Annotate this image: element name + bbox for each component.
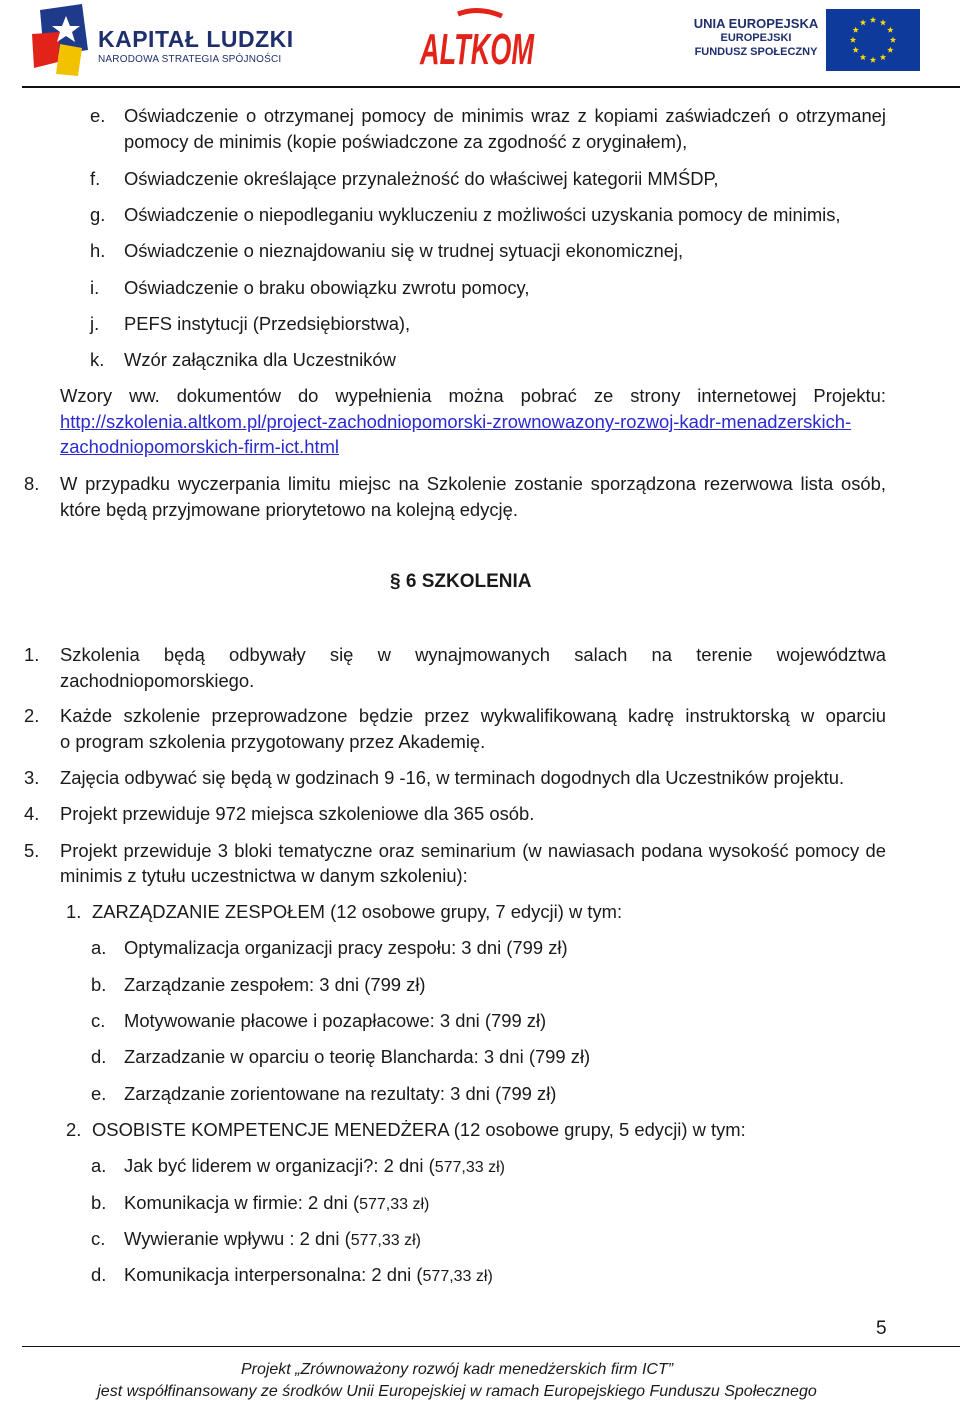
block-marker: 1.	[66, 901, 82, 922]
page-number: 5	[876, 1318, 887, 1339]
sub-marker: b.	[91, 974, 107, 995]
item-text: Wywieranie wpływu : 2 dni (	[124, 1228, 351, 1249]
point8-line2: które będą przyjmowane priorytetowo na kolejną edycję.	[60, 499, 518, 520]
block-2-item-c	[124, 1226, 421, 1254]
block-1-item-c: Motywowanie płacowe i pozapłacowe: 3 dni (799 zł)	[124, 1010, 547, 1031]
section-item-4: Projekt przewiduje 972 miejsca szkoleniowe dla 365 osób.	[60, 803, 535, 824]
footer-divider	[22, 1346, 960, 1347]
item-text: Komunikacja w firmie: 2 dni (	[124, 1192, 360, 1213]
footer-line-2: jest współfinansowany ze środków Unii Europejskiej w ramach Europejskiego Funduszu Społecznego	[97, 1383, 817, 1400]
point-marker: 8.	[24, 473, 40, 494]
list-marker: f.	[90, 168, 101, 189]
eu-title: UNIA EUROPEJSKA	[693, 16, 819, 31]
section-item-3: Zajęcia odbywać się będą w godzinach 9 -16, w terminach dogodnych dla Uczestników projektu.	[60, 767, 845, 788]
list-item-i: Oświadczenie o braku obowiązku zwrotu pomocy,	[124, 277, 530, 298]
item-amount: 577,33 zł)	[359, 1196, 430, 1213]
block-2-item-b	[124, 1190, 429, 1218]
altkom-logo-icon	[418, 8, 536, 74]
list-marker: k.	[90, 349, 105, 370]
block-1-item-a: Optymalizacja organizacji pracy zespołu: 3 dni (799 zł)	[124, 937, 568, 958]
section-item-1-line1: Szkolenia będą odbywały się w wynajmowanych salach na terenie województwa	[60, 644, 886, 665]
sub-marker: c.	[91, 1010, 106, 1031]
list-marker: i.	[90, 277, 100, 298]
templates-note: Wzory ww. dokumentów do wypełnienia można pobrać ze strony internetowej Projektu:	[60, 385, 886, 406]
point-marker: 5.	[24, 840, 40, 861]
list-item-g: Oświadczenie o niepodleganiu wykluczeniu z możliwości uzyskania pomocy de minimis,	[124, 204, 841, 225]
block-2-title: OSOBISTE KOMPETENCJE MENEDŻERA (12 osobowe grupy, 5 edycji) w tym:	[92, 1119, 746, 1140]
point-marker: 3.	[24, 767, 40, 788]
list-marker: h.	[90, 240, 106, 261]
list-item-k: Wzór załącznika dla Uczestników	[124, 349, 396, 370]
section-heading: § 6 SZKOLENIA	[390, 571, 532, 592]
block-1-item-b: Zarządzanie zespołem: 3 dni (799 zł)	[124, 974, 426, 995]
point8-line1: W przypadku wyczerpania limitu miejsc na Szkolenie zostanie sporządzona rezerwowa lista osób,	[60, 473, 886, 494]
item-text: Jak być liderem w organizacji?: 2 dni (	[124, 1155, 435, 1176]
block-marker: 2.	[66, 1119, 82, 1140]
list-marker: g.	[90, 204, 106, 225]
templates-link-line1[interactable]: http://szkolenia.altkom.pl/project-zachodniopomorski-zrownowazony-rozwoj-kadr-menadzerskich-	[60, 411, 852, 432]
item-amount: 577,33 zł)	[434, 1159, 505, 1176]
header-divider	[22, 86, 960, 88]
point-marker: 4.	[24, 803, 40, 824]
section-item-2-line1: Każde szkolenie przeprowadzone będzie przez wykwalifikowaną kadrę instruktorską w oparciu	[60, 705, 886, 726]
sub-marker: a.	[91, 937, 107, 958]
kapital-ludzki-logo-icon	[30, 4, 94, 80]
point-marker: 2.	[24, 705, 40, 726]
eu-subtitle-1: EUROPEJSKI	[720, 32, 792, 44]
kl-subtitle: NARODOWA STRATEGIA SPÓJNOŚCI	[98, 54, 282, 65]
list-item-e-line2: pomocy de minimis (kopie poświadczone za zgodność z oryginałem),	[124, 131, 688, 152]
block-1-item-d: Zarzadzanie w oparciu o teorię Blancharda: 3 dni (799 zł)	[124, 1046, 591, 1067]
section-item-2-line2: o program szkolenia przygotowany przez Akademię.	[60, 731, 486, 752]
templates-link-line2[interactable]: zachodniopomorskich-firm-ict.html	[60, 436, 340, 457]
section-item-5-line2: minimis z tytułu uczestnictwa w danym szkoleniu):	[60, 865, 468, 886]
eu-subtitle-2: FUNDUSZ SPOŁECZNY	[694, 46, 818, 58]
kapital-ludzki-text	[98, 26, 294, 65]
list-item-h: Oświadczenie o nieznajdowaniu się w trudnej sytuacji ekonomicznej,	[124, 240, 684, 261]
block-1-title: ZARZĄDZANIE ZESPOŁEM (12 osobowe grupy, 7 edycji) w tym:	[92, 901, 623, 922]
list-marker: j.	[90, 313, 100, 334]
list-item-e-line1: Oświadczenie o otrzymanej pomocy de minimis wraz z kopiami zaświadczeń o otrzymanej	[124, 105, 886, 126]
footer-line-1: Projekt „Zrównoważony rozwój kadr menedżerskich firm ICT”	[240, 1361, 674, 1378]
eu-text	[690, 16, 822, 59]
block-1-item-e: Zarządzanie zorientowane na rezultaty: 3 dni (799 zł)	[124, 1083, 557, 1104]
point-marker: 1.	[24, 644, 40, 665]
section-item-5-line1: Projekt przewiduje 3 bloki tematyczne oraz seminarium (w nawiasach podana wysokość pomocy de	[60, 840, 886, 861]
sub-marker: d.	[91, 1264, 107, 1285]
sub-marker: e.	[91, 1083, 107, 1104]
block-2-item-d	[124, 1262, 493, 1290]
altkom-logo-text: ALTKOM	[419, 25, 535, 74]
list-marker: e.	[90, 105, 106, 126]
section-item-1-line2: zachodniopomorskiego.	[60, 670, 255, 691]
list-item-j: PEFS instytucji (Przedsiębiorstwa),	[124, 313, 411, 334]
item-text: Komunikacja interpersonalna: 2 dni (	[124, 1264, 423, 1285]
page-header	[0, 0, 960, 88]
sub-marker: b.	[91, 1192, 107, 1213]
block-2-item-a	[124, 1153, 505, 1181]
eu-flag-icon	[826, 9, 920, 71]
sub-marker: d.	[91, 1046, 107, 1067]
sub-marker: c.	[91, 1228, 106, 1249]
item-amount: 577,33 zł)	[350, 1232, 421, 1249]
sub-marker: a.	[91, 1155, 107, 1176]
list-item-f: Oświadczenie określające przynależność do właściwej kategorii MMŚDP,	[124, 168, 719, 189]
kl-title: KAPITAŁ LUDZKI	[98, 26, 294, 52]
item-amount: 577,33 zł)	[422, 1268, 493, 1285]
